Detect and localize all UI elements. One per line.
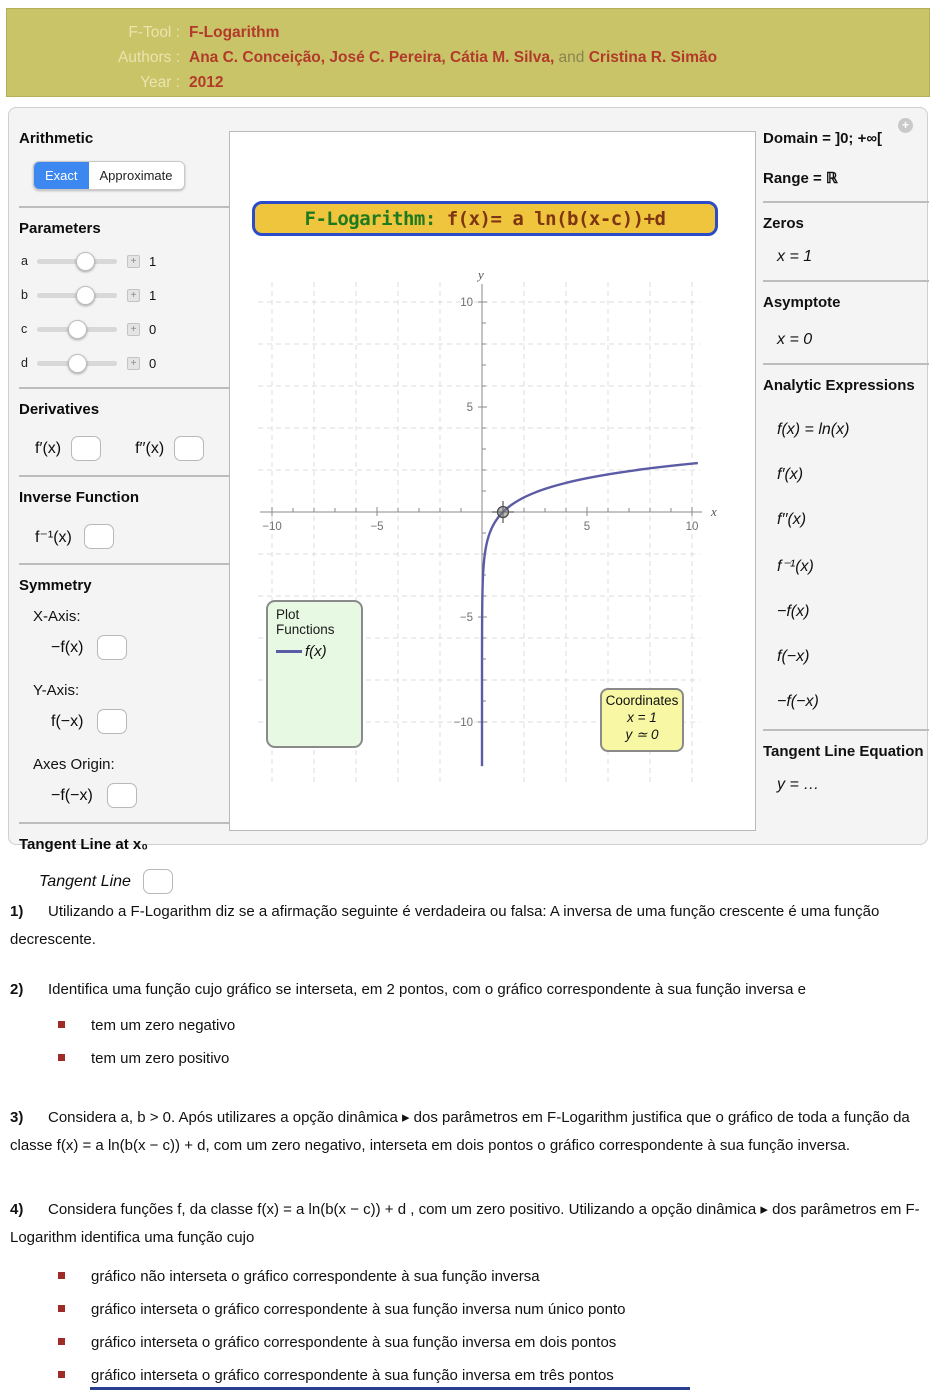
x-axis-label: X-Axis: (33, 608, 81, 625)
approximate-button[interactable]: Approximate (89, 162, 184, 189)
bullet-square-icon (58, 1305, 65, 1312)
tangent-eq-title: Tangent Line Equation (763, 743, 924, 760)
slider-a-value: 1 (149, 253, 157, 269)
slider-b-stepper[interactable]: + (127, 289, 140, 302)
bullet-square-icon (58, 1021, 65, 1028)
bullet-item: gráfico interseta o gráfico correspondente à sua função inversa num único ponto (58, 1300, 926, 1320)
inverse-label: f⁻¹(x) (35, 528, 72, 546)
exact-button[interactable]: Exact (34, 162, 89, 189)
bullet-square-icon (58, 1371, 65, 1378)
bullet-square-icon (58, 1338, 65, 1345)
y-tick-label: 10 (460, 297, 473, 309)
coordinates-title: Coordinates (605, 693, 679, 708)
coordinates-y: y ≃ 0 (625, 727, 659, 742)
analytic-item: f⁻¹(x) (777, 558, 814, 575)
slider-b-track[interactable] (37, 293, 117, 298)
question-number: 4) (10, 1201, 24, 1218)
analytic-title: Analytic Expressions (763, 377, 915, 394)
x-tick-label: 10 (685, 521, 699, 533)
slider-d-value: 0 (149, 355, 157, 371)
y-axis-expr: f(−x) (51, 712, 84, 730)
controls-sidebar (19, 130, 229, 894)
divider (19, 822, 229, 824)
y-axis-label: y (478, 267, 484, 282)
second-derivative-checkbox[interactable] (174, 436, 204, 461)
y-axis-label: Y-Axis: (33, 682, 80, 699)
bullet-item: gráfico interseta o gráfico correspondente à sua função inversa em três pontos (58, 1366, 926, 1386)
slider-c: c + 0 (21, 321, 157, 337)
first-derivative-checkbox[interactable] (71, 436, 101, 461)
slider-b-value: 1 (149, 287, 157, 303)
tool-header (6, 8, 930, 97)
zeros-value: x = 1 (777, 248, 813, 265)
question-2 (10, 976, 926, 1082)
bullet-square-icon (58, 1272, 65, 1279)
authors-and: and (554, 49, 589, 66)
divider (19, 387, 229, 389)
x-axis-label: x (711, 504, 717, 519)
locator-point[interactable] (498, 507, 509, 518)
question-4 (10, 1196, 926, 1390)
y-tick-label: 5 (466, 402, 473, 414)
authors-label: Authors : (117, 49, 180, 66)
tangent-eq-value: y = … (777, 776, 820, 793)
coordinates-x: x = 1 (627, 710, 657, 725)
divider (763, 201, 929, 203)
slider-a-track[interactable] (37, 259, 117, 264)
question-1 (10, 898, 926, 954)
divider (19, 475, 229, 477)
divider (763, 729, 929, 731)
slider-d-stepper[interactable]: + (127, 357, 140, 370)
analytic-item: f(−x) (777, 648, 810, 665)
analytic-item: f′′(x) (777, 511, 807, 528)
legend-entry-label: f(x) (305, 643, 327, 660)
analytic-item: −f(x) (777, 603, 810, 620)
x-tick-label: 5 (583, 521, 591, 533)
divider (19, 563, 229, 565)
slider-d-track[interactable] (37, 361, 117, 366)
analytic-item: f′(x) (777, 466, 804, 483)
x-tick-label: −10 (262, 521, 282, 533)
question-3 (10, 1104, 926, 1160)
plot-functions-legend (266, 600, 363, 748)
range-text: Range = ℝ (763, 170, 838, 187)
derivatives-title: Derivatives (19, 401, 100, 418)
y-axis-checkbox[interactable] (97, 709, 127, 734)
x-tick-label: −5 (370, 521, 384, 533)
coordinates-box (600, 688, 684, 752)
x-axis-checkbox[interactable] (97, 635, 127, 660)
asymptote-value: x = 0 (777, 331, 813, 348)
y-tick-label: −5 (459, 612, 473, 624)
plot-area (229, 131, 756, 831)
x-axis-expr: −f(x) (51, 638, 84, 656)
analytic-item: −f(−x) (777, 693, 819, 710)
slider-d: d + 0 (21, 355, 157, 371)
demonstration-panel (8, 107, 928, 890)
question-text: Utilizando a F-Logarithm diz se a afirmação seguinte é verdadeira ou falsa: A inversa de uma função crescente é uma função decrescente. (10, 903, 880, 948)
info-sidebar (763, 130, 929, 798)
divider (19, 206, 229, 208)
parameters-title: Parameters (19, 220, 101, 237)
authors-value: Ana C. Conceição, José C. Pereira, Cátia M. Silva, and Cristina R. Simão (189, 49, 718, 66)
inverse-checkbox[interactable] (84, 524, 114, 549)
origin-expr: −f(−x) (51, 786, 93, 804)
plot-title-formula: f(x)= a ln(b(x-c))+d (435, 207, 666, 230)
origin-checkbox[interactable] (107, 783, 137, 808)
plus-options-icon[interactable]: + (898, 118, 913, 133)
question-number: 1) (10, 903, 24, 920)
y-tick-label: −10 (453, 717, 473, 729)
tangent-checkbox[interactable] (143, 869, 173, 894)
slider-a-thumb[interactable] (76, 252, 95, 271)
question-text: Considera funções f, da classe f(x) = a ln(b(x − c)) + d , com um zero positivo. Utilizando a opção dinâmica ▸ dos parâmetros em F-Logarithm identifica uma função cujo (10, 1201, 920, 1246)
slider-c-thumb[interactable] (68, 320, 87, 339)
slider-d-thumb[interactable] (68, 354, 87, 373)
arithmetic-setter-bar (33, 161, 185, 190)
first-derivative-label: f′(x) (35, 439, 62, 457)
bullet-item: gráfico interseta o gráfico correspondente à sua função inversa em dois pontos (58, 1333, 926, 1353)
asymptote-title: Asymptote (763, 294, 841, 311)
analytic-item: f(x) = ln(x) (777, 421, 850, 438)
legend-line-swatch (276, 650, 302, 653)
symmetry-title: Symmetry (19, 577, 92, 594)
second-derivative-label: f′′(x) (135, 439, 165, 457)
slider-b: b + 1 (21, 287, 157, 303)
tangent-label: Tangent Line (39, 872, 131, 890)
tangent-title: Tangent Line at x₀ (19, 836, 148, 853)
year-label: Year : (140, 74, 180, 91)
slider-b-thumb[interactable] (76, 286, 95, 305)
question-number: 2) (10, 981, 24, 998)
zeros-title: Zeros (763, 215, 804, 232)
question-number: 3) (10, 1109, 24, 1126)
bullet-item: tem um zero negativo (58, 1016, 926, 1036)
slider-a-stepper[interactable]: + (127, 255, 140, 268)
bullet-square-icon (58, 1054, 65, 1061)
origin-label: Axes Origin: (33, 756, 115, 773)
year-value: 2012 (189, 74, 224, 91)
ftool-value: F-Logarithm (189, 24, 280, 41)
plot-title-banner (252, 201, 718, 236)
question-text: Identifica uma função cujo gráfico se interseta, em 2 pontos, com o gráfico correspondente à sua função inversa e (48, 981, 806, 998)
ftool-label: F-Tool : (128, 24, 180, 41)
arithmetic-title: Arithmetic (19, 130, 94, 147)
slider-c-stepper[interactable]: + (127, 323, 140, 336)
plot-title-name: F-Logarithm: (304, 207, 436, 230)
inverse-title: Inverse Function (19, 489, 140, 506)
slider-a: a + 1 (21, 253, 157, 269)
slider-c-value: 0 (149, 321, 157, 337)
bullet-item: tem um zero positivo (58, 1049, 926, 1069)
bullet-item: gráfico não interseta o gráfico correspondente à sua função inversa (58, 1267, 926, 1287)
legend-title: Plot Functions (276, 607, 335, 637)
question-text: Considera a, b > 0. Após utilizares a opção dinâmica ▸ dos parâmetros em F-Logarithm justifica que o gráfico de toda a função da classe f(x) = a ln(b(x − c)) + d, com um zero negativo, interseta em dois pontos o gráfico correspondente à sua função inversa. (10, 1109, 910, 1154)
divider (763, 280, 929, 282)
divider (763, 363, 929, 365)
slider-c-track[interactable] (37, 327, 117, 332)
domain-text: Domain = ]0; +∞[ (763, 130, 883, 147)
